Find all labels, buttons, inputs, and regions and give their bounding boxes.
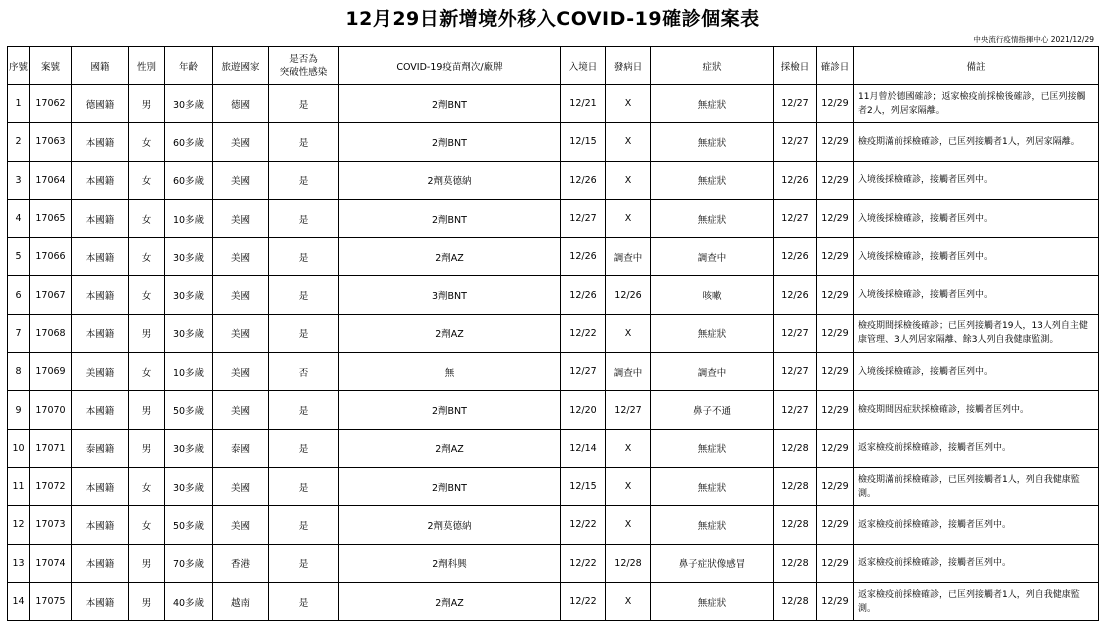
cell-seq: 4	[8, 199, 30, 237]
cell-entry: 12/22	[561, 582, 606, 620]
page-title: 12月29日新增境外移入COVID-19確診個案表	[345, 8, 760, 30]
cell-symptom: 咳嗽	[651, 276, 774, 314]
cell-symptom: 無症狀	[651, 429, 774, 467]
cell-vaccine: 2劑BNT	[339, 123, 561, 161]
table-row	[8, 582, 1099, 620]
cell-confirm: 12/29	[817, 314, 854, 352]
cell-note: 檢疫期間因症狀採檢確診，接觸者匡列中。	[854, 391, 1099, 429]
cell-seq: 6	[8, 276, 30, 314]
cell-confirm: 12/29	[817, 467, 854, 505]
table-row	[8, 429, 1099, 467]
cell-sex: 男	[129, 391, 165, 429]
cell-case-no: 17062	[30, 85, 72, 123]
cell-sex: 女	[129, 467, 165, 505]
cell-age: 10多歲	[165, 353, 213, 391]
cell-vaccine: 2劑BNT	[339, 467, 561, 505]
col-header-sex: 性別	[129, 47, 165, 85]
cell-nationality: 本國籍	[72, 582, 129, 620]
cell-test: 12/26	[774, 238, 817, 276]
col-header-nationality: 國籍	[72, 47, 129, 85]
cell-vaccine: 2劑科興	[339, 544, 561, 582]
cell-onset: X	[606, 429, 651, 467]
cell-symptom: 無症狀	[651, 123, 774, 161]
cell-seq: 5	[8, 238, 30, 276]
col-header-travel: 旅遊國家	[213, 47, 269, 85]
cell-case-no: 17068	[30, 314, 72, 352]
cell-symptom: 鼻子症狀像感冒	[651, 544, 774, 582]
cell-nationality: 本國籍	[72, 314, 129, 352]
cell-sex: 女	[129, 199, 165, 237]
cell-sex: 男	[129, 429, 165, 467]
cell-test: 12/27	[774, 353, 817, 391]
table-row	[8, 161, 1099, 199]
cell-symptom: 無症狀	[651, 506, 774, 544]
col-header-case-no: 案號	[30, 47, 72, 85]
cell-travel: 美國	[213, 506, 269, 544]
cell-nationality: 本國籍	[72, 238, 129, 276]
cell-travel: 美國	[213, 391, 269, 429]
cell-note: 返家檢疫前採檢確診，接觸者匡列中。	[854, 544, 1099, 582]
cell-confirm: 12/29	[817, 353, 854, 391]
cell-entry: 12/22	[561, 506, 606, 544]
table-row	[8, 544, 1099, 582]
col-header-breakthrough-line2: 突破性感染	[279, 66, 328, 78]
cell-breakthrough: 是	[269, 123, 339, 161]
cell-age: 30多歲	[165, 85, 213, 123]
cell-nationality: 本國籍	[72, 391, 129, 429]
cell-case-no: 17072	[30, 467, 72, 505]
cell-sex: 女	[129, 238, 165, 276]
cell-travel: 泰國	[213, 429, 269, 467]
cell-onset: 調查中	[606, 238, 651, 276]
cell-sex: 男	[129, 582, 165, 620]
cell-onset: X	[606, 506, 651, 544]
cell-symptom: 無症狀	[651, 199, 774, 237]
cell-vaccine: 2劑AZ	[339, 314, 561, 352]
cell-nationality: 本國籍	[72, 276, 129, 314]
cell-travel: 越南	[213, 582, 269, 620]
cell-onset: X	[606, 314, 651, 352]
source-date: 中央流行疫情指揮中心 2021/12/29	[973, 35, 1094, 44]
cell-age: 30多歲	[165, 238, 213, 276]
cell-vaccine: 3劑BNT	[339, 276, 561, 314]
table-row	[8, 391, 1099, 429]
cell-test: 12/27	[774, 314, 817, 352]
table-row	[8, 199, 1099, 237]
cell-travel: 美國	[213, 161, 269, 199]
cell-vaccine: 2劑BNT	[339, 85, 561, 123]
col-header-onset: 發病日	[606, 47, 651, 85]
cell-breakthrough: 是	[269, 238, 339, 276]
cell-seq: 1	[8, 85, 30, 123]
cell-note: 返家檢疫前採檢確診，接觸者匡列中。	[854, 506, 1099, 544]
cell-age: 30多歲	[165, 314, 213, 352]
cell-vaccine: 2劑BNT	[339, 199, 561, 237]
cell-travel: 美國	[213, 123, 269, 161]
cell-onset: X	[606, 123, 651, 161]
cell-symptom: 調查中	[651, 353, 774, 391]
cell-sex: 男	[129, 85, 165, 123]
cell-onset: X	[606, 85, 651, 123]
cell-confirm: 12/29	[817, 276, 854, 314]
cell-nationality: 本國籍	[72, 161, 129, 199]
cell-sex: 女	[129, 161, 165, 199]
col-header-confirm: 確診日	[817, 47, 854, 85]
cell-case-no: 17067	[30, 276, 72, 314]
cell-confirm: 12/29	[817, 123, 854, 161]
table-row	[8, 353, 1099, 391]
cell-seq: 2	[8, 123, 30, 161]
cell-travel: 德國	[213, 85, 269, 123]
cell-seq: 10	[8, 429, 30, 467]
cell-vaccine: 2劑AZ	[339, 582, 561, 620]
cell-test: 12/28	[774, 429, 817, 467]
cell-vaccine: 2劑AZ	[339, 238, 561, 276]
cell-travel: 美國	[213, 467, 269, 505]
cell-breakthrough: 是	[269, 391, 339, 429]
cell-nationality: 美國籍	[72, 353, 129, 391]
cell-breakthrough: 是	[269, 582, 339, 620]
cell-nationality: 本國籍	[72, 544, 129, 582]
cell-onset: X	[606, 199, 651, 237]
cell-breakthrough: 是	[269, 314, 339, 352]
cell-breakthrough: 是	[269, 429, 339, 467]
cell-case-no: 17066	[30, 238, 72, 276]
cell-age: 70多歲	[165, 544, 213, 582]
col-header-age: 年齡	[165, 47, 213, 85]
cell-case-no: 17074	[30, 544, 72, 582]
cell-confirm: 12/29	[817, 506, 854, 544]
cell-test: 12/26	[774, 276, 817, 314]
cell-entry: 12/27	[561, 199, 606, 237]
cell-note: 檢疫期間採檢後確診；已匡列接觸者19人，13人列自主健康管理、3人列居家隔離、餘3人列自我健康監測。	[854, 314, 1099, 352]
cell-seq: 13	[8, 544, 30, 582]
cell-seq: 12	[8, 506, 30, 544]
cell-symptom: 鼻子不通	[651, 391, 774, 429]
cell-age: 10多歲	[165, 199, 213, 237]
cell-sex: 女	[129, 353, 165, 391]
col-header-entry: 入境日	[561, 47, 606, 85]
cell-confirm: 12/29	[817, 85, 854, 123]
cell-entry: 12/15	[561, 123, 606, 161]
cell-test: 12/27	[774, 123, 817, 161]
cell-symptom: 調查中	[651, 238, 774, 276]
cell-seq: 3	[8, 161, 30, 199]
cell-age: 40多歲	[165, 582, 213, 620]
cell-case-no: 17075	[30, 582, 72, 620]
cell-vaccine: 2劑BNT	[339, 391, 561, 429]
cell-note: 返家檢疫前採檢確診，已匡列接觸者1人，列自我健康監測。	[854, 582, 1099, 620]
cell-symptom: 無症狀	[651, 85, 774, 123]
cell-travel: 美國	[213, 353, 269, 391]
cell-sex: 女	[129, 506, 165, 544]
cell-seq: 14	[8, 582, 30, 620]
cell-case-no: 17069	[30, 353, 72, 391]
cell-onset: 調查中	[606, 353, 651, 391]
cell-travel: 美國	[213, 199, 269, 237]
table-row	[8, 276, 1099, 314]
cell-note: 入境後採檢確診，接觸者匡列中。	[854, 238, 1099, 276]
cell-confirm: 12/29	[817, 161, 854, 199]
cell-entry: 12/15	[561, 467, 606, 505]
table-row	[8, 506, 1099, 544]
cell-onset: X	[606, 161, 651, 199]
cell-age: 30多歲	[165, 467, 213, 505]
cell-travel: 美國	[213, 314, 269, 352]
cell-symptom: 無症狀	[651, 161, 774, 199]
cell-nationality: 德國籍	[72, 85, 129, 123]
cell-confirm: 12/29	[817, 429, 854, 467]
cell-seq: 9	[8, 391, 30, 429]
cell-entry: 12/27	[561, 353, 606, 391]
cell-travel: 美國	[213, 238, 269, 276]
cell-nationality: 本國籍	[72, 123, 129, 161]
cell-onset: X	[606, 582, 651, 620]
table-body	[8, 85, 1099, 621]
cell-note: 入境後採檢確診，接觸者匡列中。	[854, 199, 1099, 237]
cell-case-no: 17073	[30, 506, 72, 544]
cell-age: 30多歲	[165, 276, 213, 314]
cell-vaccine: 2劑莫德納	[339, 506, 561, 544]
cell-vaccine: 2劑AZ	[339, 429, 561, 467]
cell-test: 12/27	[774, 391, 817, 429]
cell-age: 50多歲	[165, 506, 213, 544]
cell-confirm: 12/29	[817, 199, 854, 237]
cell-travel: 香港	[213, 544, 269, 582]
cell-onset: 12/26	[606, 276, 651, 314]
cell-onset: 12/28	[606, 544, 651, 582]
cell-case-no: 17065	[30, 199, 72, 237]
cell-breakthrough: 是	[269, 85, 339, 123]
cell-breakthrough: 是	[269, 544, 339, 582]
cell-entry: 12/21	[561, 85, 606, 123]
cell-nationality: 本國籍	[72, 199, 129, 237]
cell-note: 檢疫期滿前採檢確診，已匡列接觸者1人，列居家隔離。	[854, 123, 1099, 161]
cell-sex: 男	[129, 314, 165, 352]
cell-age: 60多歲	[165, 123, 213, 161]
cell-breakthrough: 是	[269, 467, 339, 505]
cell-seq: 7	[8, 314, 30, 352]
cell-note: 入境後採檢確診，接觸者匡列中。	[854, 161, 1099, 199]
cell-note: 入境後採檢確診，接觸者匡列中。	[854, 353, 1099, 391]
col-header-vaccine: COVID-19疫苗劑次/廠牌	[339, 47, 561, 85]
cell-symptom: 無症狀	[651, 467, 774, 505]
cell-nationality: 泰國籍	[72, 429, 129, 467]
cell-nationality: 本國籍	[72, 506, 129, 544]
cell-breakthrough: 是	[269, 506, 339, 544]
cell-nationality: 本國籍	[72, 467, 129, 505]
cell-entry: 12/20	[561, 391, 606, 429]
table-row	[8, 314, 1099, 352]
cell-symptom: 無症狀	[651, 582, 774, 620]
cell-sex: 女	[129, 123, 165, 161]
cell-confirm: 12/29	[817, 391, 854, 429]
cell-confirm: 12/29	[817, 544, 854, 582]
cell-sex: 女	[129, 276, 165, 314]
cell-case-no: 17070	[30, 391, 72, 429]
cell-entry: 12/22	[561, 314, 606, 352]
cell-test: 12/26	[774, 161, 817, 199]
cell-travel: 美國	[213, 276, 269, 314]
cell-confirm: 12/29	[817, 238, 854, 276]
cell-vaccine: 2劑莫德納	[339, 161, 561, 199]
cell-test: 12/28	[774, 582, 817, 620]
col-header-breakthrough	[269, 47, 339, 85]
cell-note: 11月曾於德國確診；返家檢疫前採檢後確診，已匡列接觸者2人，列居家隔離。	[854, 85, 1099, 123]
cell-breakthrough: 是	[269, 199, 339, 237]
cell-onset: 12/27	[606, 391, 651, 429]
table-row	[8, 85, 1099, 123]
cell-test: 12/28	[774, 506, 817, 544]
cell-test: 12/28	[774, 544, 817, 582]
cell-vaccine: 無	[339, 353, 561, 391]
cell-age: 60多歲	[165, 161, 213, 199]
cell-sex: 男	[129, 544, 165, 582]
cell-seq: 11	[8, 467, 30, 505]
cell-case-no: 17064	[30, 161, 72, 199]
cell-age: 30多歲	[165, 429, 213, 467]
cell-entry: 12/14	[561, 429, 606, 467]
cell-case-no: 17063	[30, 123, 72, 161]
cell-breakthrough: 是	[269, 276, 339, 314]
cell-symptom: 無症狀	[651, 314, 774, 352]
cell-entry: 12/26	[561, 238, 606, 276]
cell-note: 檢疫期滿前採檢確診，已匡列接觸者1人，列自我健康監測。	[854, 467, 1099, 505]
header-row	[8, 47, 1099, 85]
cell-note: 返家檢疫前採檢確診，接觸者匡列中。	[854, 429, 1099, 467]
cell-onset: X	[606, 467, 651, 505]
col-header-test: 採檢日	[774, 47, 817, 85]
cell-test: 12/27	[774, 199, 817, 237]
col-header-note: 備註	[854, 47, 1099, 85]
cell-age: 50多歲	[165, 391, 213, 429]
table-row	[8, 467, 1099, 505]
table-row	[8, 238, 1099, 276]
table-row	[8, 123, 1099, 161]
cell-seq: 8	[8, 353, 30, 391]
cell-entry: 12/26	[561, 276, 606, 314]
cell-entry: 12/26	[561, 161, 606, 199]
col-header-seq: 序號	[8, 47, 30, 85]
cell-confirm: 12/29	[817, 582, 854, 620]
cell-note: 入境後採檢確診，接觸者匡列中。	[854, 276, 1099, 314]
cell-test: 12/28	[774, 467, 817, 505]
cell-breakthrough: 否	[269, 353, 339, 391]
cell-test: 12/27	[774, 85, 817, 123]
col-header-breakthrough-line1: 是否為	[289, 53, 318, 65]
case-table	[7, 46, 1099, 621]
cell-breakthrough: 是	[269, 161, 339, 199]
col-header-symptom: 症狀	[651, 47, 774, 85]
cell-entry: 12/22	[561, 544, 606, 582]
cell-case-no: 17071	[30, 429, 72, 467]
